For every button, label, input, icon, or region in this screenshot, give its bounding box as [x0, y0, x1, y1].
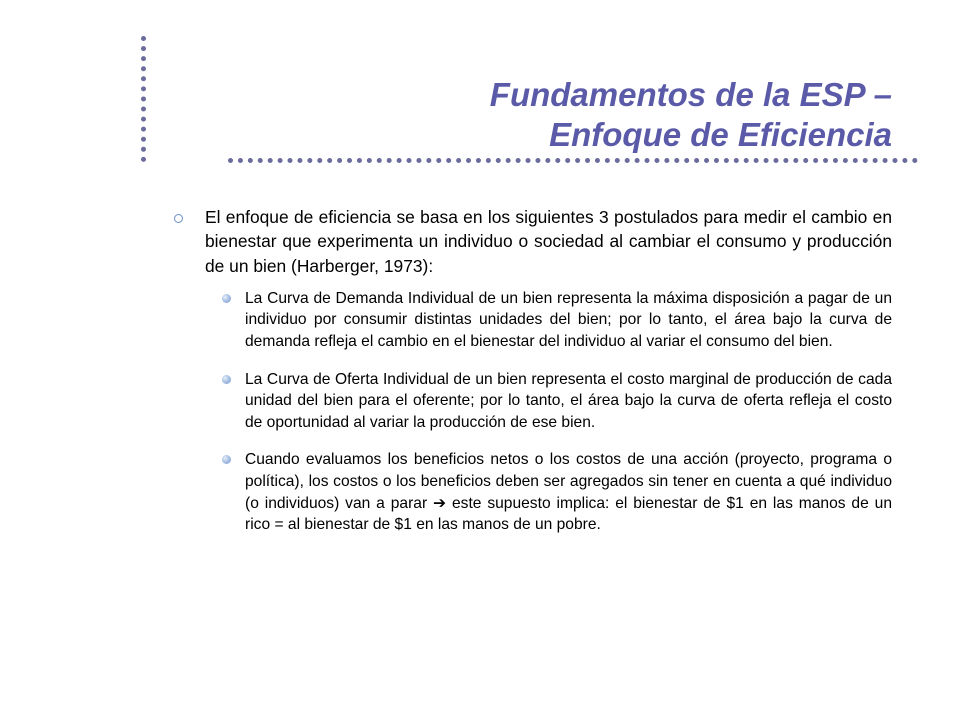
- filled-circle-bullet-icon: [222, 294, 231, 303]
- filled-circle-bullet-icon: [222, 455, 231, 464]
- sub-point-text: [245, 449, 892, 535]
- main-point-text: El enfoque de eficiencia se basa en los siguientes 3 postulados para medir el cambio en bienestar que experimenta un individuo o sociedad al cambiar el consumo y producción de un bien (Harberger, 1973):: [205, 207, 892, 276]
- filled-circle-bullet-icon: [222, 375, 231, 384]
- slide-title: [300, 75, 892, 155]
- sub-point-text: La Curva de Oferta Individual de un bien representa el costo marginal de producción de cada unidad del bien para el oferente; por lo tanto, el área bajo la curva de oferta refleja el costo de oportunidad al variar la producción de ese bien.: [245, 370, 892, 431]
- title-line-1: Fundamentos de la ESP –: [489, 76, 892, 113]
- list-item: [170, 288, 892, 353]
- slide-content: [170, 205, 892, 552]
- vertical-dotted-line: [141, 36, 146, 162]
- hollow-circle-bullet-icon: [174, 214, 183, 223]
- sub-point-text-after: este supuesto implica: el bienestar de $1 en las manos de un rico = al bienestar de $1 en las manos de un pobre.: [245, 494, 892, 534]
- sub-point-text-before: Cuando evaluamos los beneficios netos o los costos de una acción (proyecto, programa o política), los costos o los beneficios deben ser agregados sin tener en cuenta a qué individuo (o individuos) van a parar: [245, 451, 892, 512]
- list-item: [170, 369, 892, 434]
- right-arrow-icon: ➔: [433, 494, 447, 512]
- sub-point-text: La Curva de Demanda Individual de un bien representa la máxima disposición a pagar de un individuo por consumir distintas unidades del bien; por lo tanto, el área bajo la curva de demanda refleja el cambio en el bienestar del individuo al variar el consumo del bien.: [245, 289, 892, 351]
- main-bullet-item: [170, 205, 892, 278]
- horizontal-dotted-line: [228, 158, 918, 163]
- title-line-2: Enfoque de Eficiencia: [549, 116, 892, 153]
- sub-bullet-list: [170, 288, 892, 536]
- list-item: [170, 449, 892, 535]
